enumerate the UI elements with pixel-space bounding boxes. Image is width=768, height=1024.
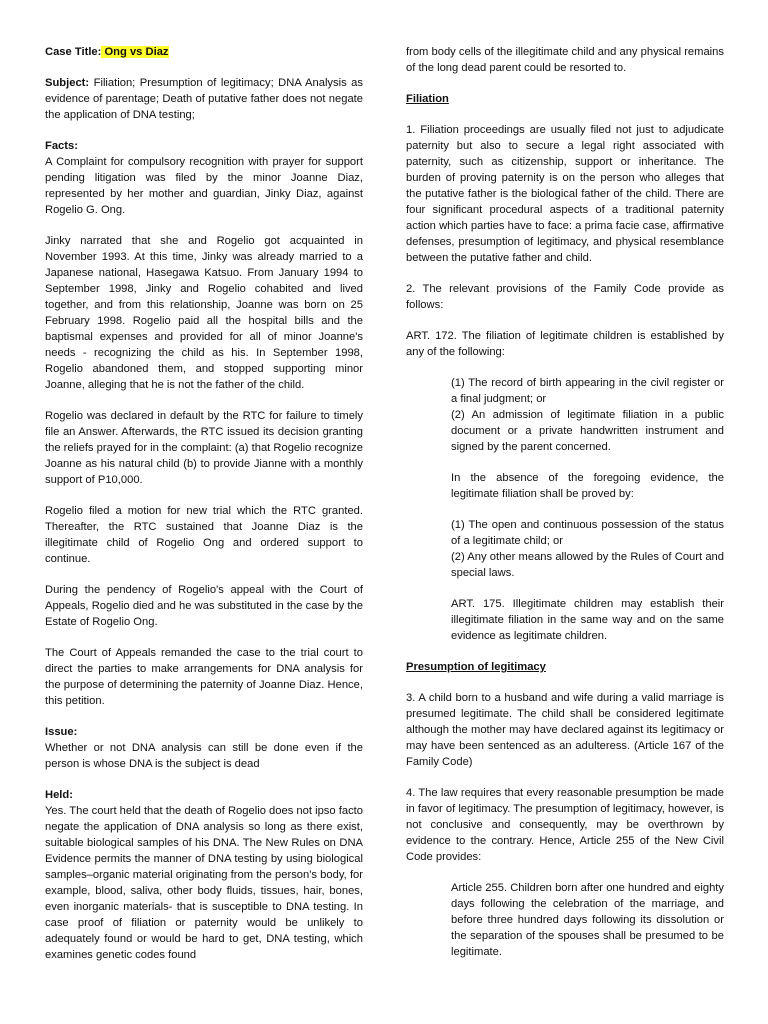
- held-text: Yes. The court held that the death of Rogelio does not ipso facto negate the application of DNA analysis so long as there exist, suitable biological samples of his DNA. The New Rules on DNA Evidence permits the manner of DNA testing by using biological samples–organic material originating from the person's body, for example, blood, saliva, other body fluids, tissues, hair, bones, even inorganic materials- that is susceptible to DNA testing. In case proof of filiation or paternity would be unlikely to adequately found or would be hard to get, DNA testing, which examines genetic codes found: [45, 805, 363, 961]
- subject-text: Filiation; Presumption of legitimacy; DNA Analysis as evidence of parentage; Death of putative father does not negate the application of DNA testing;: [45, 77, 363, 121]
- held-label: Held:: [45, 789, 73, 801]
- facts-paragraph-4: Rogelio filed a motion for new trial which the RTC granted. Thereafter, the RTC sustained that Joanne Diaz is the illegitimate child of Rogelio Ong and ordered support to continue.: [45, 505, 363, 565]
- absence-item-1: (1) The open and continuous possession of the status of a legitimate child; or: [451, 519, 724, 547]
- filiation-paragraph-2: 2. The relevant provisions of the Family Code provide as follows:: [406, 283, 724, 311]
- right-column: [406, 44, 724, 960]
- absence-clause: In the absence of the foregoing evidence, the legitimate filiation shall be proved by:: [451, 472, 724, 500]
- subject-label: Subject:: [45, 77, 90, 89]
- filiation-paragraph-1: 1. Filiation proceedings are usually filed not just to adjudicate paternity but also to secure a legal right associated with paternity, such as citizenship, support or inheritance. The burden of proving paternity is on the person who alleges that the putative father is the biological father of the child. There are four significant procedural aspects of a traditional paternity action which parties have to face: a prima facie case, affirmative defenses, presumption of legitimacy, and physical resemblance between the putative father and child.: [406, 124, 724, 264]
- facts-paragraph-5: During the pendency of Rogelio's appeal with the Court of Appeals, Rogelio died and he was substituted in the case by the Estate of Rogelio Ong.: [45, 584, 363, 628]
- issue-label: Issue:: [45, 726, 78, 738]
- article-255-block: [406, 880, 724, 960]
- presumption-paragraph-4: 4. The law requires that every reasonable presumption be made in favor of legitimacy. The presumption of legitimacy, however, is not conclusive and consequently, may be overthrown by evidence to the contrary. Hence, Article 255 of the New Civil Code provides:: [406, 787, 724, 863]
- subject: [45, 75, 363, 123]
- article-175: ART. 175. Illegitimate children may establish their illegitimate filiation in the same way and on the same evidence as legitimate children.: [451, 598, 724, 642]
- article-255: Article 255. Children born after one hundred and eighty days following the celebration of the marriage, and before three hundred days following its dissolution or the separation of the spouses shall be presumed to be legitimate.: [451, 882, 724, 958]
- facts-paragraph-3: Rogelio was declared in default by the RTC for failure to timely file an Answer. Afterwards, the RTC issued its decision granting the reliefs prayed for in the complaint: (a) that Rogelio recognize Joanne as his natural child (b) to provide Jianne with a monthly support of P10,000.: [45, 410, 363, 486]
- issue-text: Whether or not DNA analysis can still be done even if the person is whose DNA is the subject is dead: [45, 742, 363, 770]
- left-column: [45, 44, 363, 963]
- held-continuation: from body cells of the illegitimate child and any physical remains of the long dead parent could be resorted to.: [406, 46, 724, 74]
- filiation-heading: Filiation: [406, 93, 449, 105]
- presumption-paragraph-3: 3. A child born to a husband and wife during a valid marriage is presumed legitimate. The child shall be considered legitimate although the mother may have declared against its legitimacy or may have been sentenced as an adulteress. (Article 167 of the Family Code): [406, 692, 724, 768]
- facts-label: Facts:: [45, 140, 78, 152]
- case-title-value: Ong vs Diaz: [101, 46, 169, 58]
- facts-paragraph-6: The Court of Appeals remanded the case to the trial court to direct the parties to make arrangements for DNA analysis for the purpose of determining the paternity of Joanne Diaz. Hence, this petition.: [45, 647, 363, 707]
- case-title: [45, 44, 363, 60]
- facts-paragraph-2: Jinky narrated that she and Rogelio got acquainted in November 1993. At this time, Jinky was already married to a Japanese national, Hasegawa Katsuo. From January 1994 to September 1998, Jinky and Rogelio cohabited and lived together, and from this relationship, Joanne was born on 25 February 1998. Rogelio paid all the hospital bills and the baptismal expenses and provided for all of minor Joanne's needs - recognizing the child as his. In September 1998, Rogelio abandoned them, and stopped supporting minor Joanne, alleging that he is not the father of the child.: [45, 235, 363, 391]
- article-172-items: [406, 375, 724, 644]
- article-172: ART. 172. The filiation of legitimate children is established by any of the following:: [406, 330, 724, 358]
- presumption-heading: Presumption of legitimacy: [406, 661, 546, 673]
- facts-paragraph-1: A Complaint for compulsory recognition with prayer for support pending litigation was filed by the minor Joanne Diaz, represented by her mother and guardian, Jinky Diaz, against Rogelio G. Ong.: [45, 156, 363, 216]
- absence-item-2: (2) Any other means allowed by the Rules of Court and special laws.: [451, 551, 724, 579]
- case-title-label: Case Title:: [45, 46, 102, 58]
- article-172-item-2: (2) An admission of legitimate filiation in a public document or a private handwritten instrument and signed by the parent concerned.: [451, 409, 724, 453]
- article-172-item-1: (1) The record of birth appearing in the civil register or a final judgment; or: [451, 377, 724, 405]
